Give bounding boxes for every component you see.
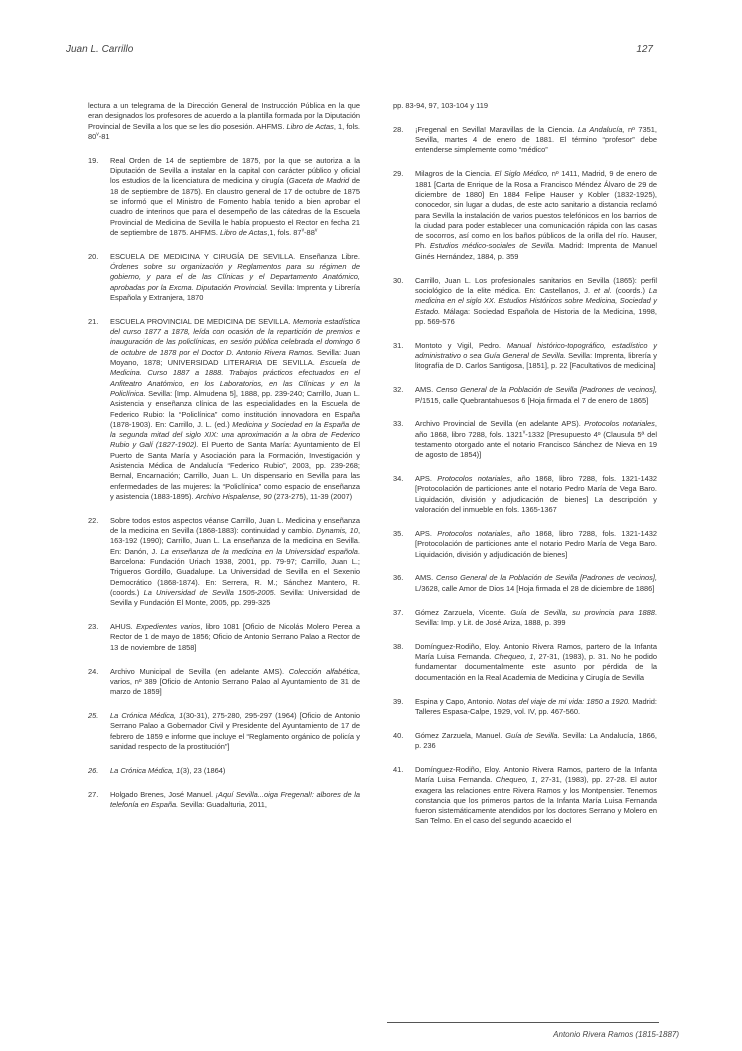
superscript-text: v <box>522 429 526 436</box>
italic-text: Guía de Sevilla <box>505 730 558 740</box>
footnote <box>88 252 360 303</box>
italic-text: Libro de Actas <box>286 121 334 131</box>
text-run: Sevilla: Juan Moyano, 1878; UNIVERSIDAD LITERARIA DE SEVILLA. <box>110 347 360 368</box>
footnote-text <box>88 101 360 141</box>
text-run: (coords.) <box>611 285 649 295</box>
italic-text: ¡Aquí Sevilla...oiga Fregenal!: albores de la telefonía en España. <box>110 789 360 809</box>
running-footer-title: Antonio Rivera Ramos (1815-1887) <box>553 1030 679 1039</box>
text-run: Real Orden de 14 de septiembre de 1875, por la que se autoriza a la Diputación de Sevilla a instalar en la capital con carácter público y oficial los estudios de la licenciatura de medicina y cirugía ( <box>110 155 360 186</box>
footnote-number: 38. <box>393 641 404 651</box>
footnote-number: 31. <box>393 340 404 350</box>
footnote <box>393 385 657 406</box>
italic-text: Estudios médico-sociales de Sevilla. <box>429 241 556 251</box>
superscript-text: v <box>314 227 318 234</box>
footnotes-left-column <box>88 101 360 824</box>
italic-text: Memoria estadística del curso 1877 a 1878, leída con ocasión de la repartición de premios e inauguración de las policlínicas, en sesión pública celebrada el domingo 6 de octubre de 1878 por el Doctor D. Antonio Rivera Ramos. <box>110 316 360 357</box>
footnote-text <box>415 169 657 260</box>
text-run: -88 <box>304 227 315 237</box>
superscript-text: v <box>301 227 305 234</box>
superscript-text: v <box>96 131 99 138</box>
footnote <box>88 711 360 752</box>
footnote-text <box>415 529 657 559</box>
text-run: Málaga: Sociedad Española de Historia de la Medicina, 1998, pp. 569-576 <box>415 306 657 326</box>
footnote <box>393 125 657 156</box>
footnote-number: 27. <box>88 789 99 799</box>
footnote-number: 23. <box>88 622 99 632</box>
footnote-number: 28. <box>393 124 404 134</box>
text-run: P/1515, calle Quebrantahuesos 6 [Hoja firmada el 7 de enero de 1865] <box>415 395 649 405</box>
footnote-text <box>415 608 657 627</box>
text-run: Holgado Brenes, José Manuel. <box>110 789 216 799</box>
footnote-number: 40. <box>393 730 404 740</box>
text-run: . Sevilla: Imp. y Lit. de José Ariza, 1888, p. 399 <box>415 607 657 627</box>
footnote <box>393 529 657 560</box>
text-run: L/3628, calle Amor de Dios 14 [Hoja firmada el 28 de diciembre de 1886] <box>415 583 655 593</box>
italic-text: et al. <box>593 285 612 295</box>
italic-text: La Universidad de Sevilla 1505-2005 <box>143 587 274 597</box>
text-run: , 1, fols. 80 <box>88 121 360 141</box>
footnote <box>393 765 657 827</box>
footnote-text <box>415 731 657 750</box>
text-run: Gómez Zarzuela, Manuel. <box>415 730 506 740</box>
text-run: Madrid: Imprenta de Manuel Ginés Hernández, 1884, p. 359 <box>415 241 657 261</box>
footnote <box>88 622 360 653</box>
footnote-number: 33. <box>393 419 404 429</box>
text-run: pp. 83-94, 97, 103-104 y 119 <box>393 101 488 110</box>
text-run: de 18 de septiembre de 1875). En claustro general de 17 de octubre de 1875 se informó que el Ministro de Fomento había tenido a bien aprobar el cuadro de interinos que para el desempeño de las cátedras de la Escuela Provincial de Medicina de Sevilla le había propuesto el Rector en fecha 21 de septiembre de 1875. AHFMS. <box>110 176 361 237</box>
italic-text: Protocolos notariales <box>437 528 511 538</box>
text-run: nº 1411, Madrid, 9 de enero de 1881 [Carta de Enrique de la Rosa a Francisco Méndez Álvaro de 29 de diciembre de 1880] En 1884 Felipe Hauser y Kobler (1832-1925), conocedor, sin lugar a dudas, de este acto sanitario a distancia reclamó para Sevilla la instalación de varios puestos telefónicos en los barrios de la ciudad para poder establecer una comunicación rápida con las casas de socorros, así como en los baños públicos de la orilla del río. Hauser, Ph. <box>415 169 657 251</box>
footnote-number: 36. <box>393 573 404 583</box>
italic-text: Manual histórico-topográfico, estadístico y administrativo o sea Guía General de Sevilla. <box>415 340 657 361</box>
footnote <box>88 317 360 502</box>
italic-text: La medicina en el siglo XX. Estudios Históricos sobre Medicina, Sociedad y Estado. <box>415 285 658 316</box>
footnotes-right-column <box>393 101 657 840</box>
footnote-number: 32. <box>393 385 404 395</box>
text-run: . Sevilla: La Andalucía, 1866, p. 236 <box>415 730 657 751</box>
italic-text: La Crónica Médica, 1 <box>110 765 181 775</box>
text-run: lectura a un telegrama de la Dirección General de Instrucción Pública en la que eran designados los profesores de acuerdo a la plantilla formada por la Diputación Provincial de Sevilla a los que se les dio posesión. AHFMS. <box>88 101 360 131</box>
text-run: Domínguez-Rodiño, Eloy. Antonio Rivera Ramos, partero de la Infanta María Luisa Fernanda. <box>415 641 657 662</box>
italic-text: La enseñanza de la medicina en la Universidad española <box>160 546 358 556</box>
footer-rule <box>387 1022 659 1023</box>
text-run: (30-31), 275-280, 295-297 (1964) [Oficio de Antonio Serrano Palao a Gobernador Civil y Presidente del Ayuntamiento de 17 de febrero de 1859 e informe que incluye el “Reglamento orgánico de policía y sanidad respecto de la prostitución”] <box>110 711 360 751</box>
text-run: APS. <box>415 474 438 484</box>
footnote <box>88 766 360 776</box>
italic-text: Dynamis, 10 <box>316 526 358 536</box>
italic-text: Protocolos notariales <box>584 419 655 429</box>
footnote-text <box>415 125 657 155</box>
text-run: Sevilla: Imprenta y Librería Española y Extranjera, 1870 <box>110 282 360 302</box>
text-run: , varios, nº 389 [Oficio de Antonio Serrano Palao al Ayuntamiento de 31 de marzo de 1859] <box>110 666 360 697</box>
footnote <box>393 642 657 683</box>
footnote-number: 24. <box>88 666 99 676</box>
text-run: Madrid: Talleres Espasa-Calpe, 1929, vol. IV, pp. 467-560. <box>415 696 658 716</box>
footnote-number: 25. <box>88 711 99 720</box>
footnote-number: 39. <box>393 696 404 706</box>
italic-text: Escuela de Medicina. Curso 1887 a 1888. Trabajos prácticos efectuados en el Anfiteatro Anatómico, en los Laboratorios, en las Clínicas y en la Policlínica <box>110 358 360 398</box>
footnote-number: 41. <box>393 764 404 774</box>
footnote-text <box>415 573 657 592</box>
text-run: , año 1868, libro 7288, fols. 1321 <box>415 419 657 439</box>
footnote-text <box>110 317 360 501</box>
text-run: ¡Fregenal en Sevilla! Maravillas de la Ciencia. <box>415 124 578 134</box>
italic-text: La Crónica Médica, 1 <box>110 711 184 720</box>
italic-text: Chequeo, 1 <box>495 775 536 785</box>
text-run: , 163-192 (1990); Carrillo, Juan L. La enseñanza de la medicina en Sevilla. En: Danón, J. <box>110 526 361 556</box>
text-run: APS. <box>415 528 438 538</box>
footnote-text <box>393 101 488 110</box>
text-run: Montoto y Vigil, Pedro. <box>415 340 507 350</box>
text-run: Gómez Zarzuela, Vicente. <box>415 607 511 617</box>
text-run: Sobre todos estos aspectos véanse Carrillo, Juan L. Medicina y enseñanza de la medicina en Sevilla (1868-1883): continuidad y cambio. <box>110 515 360 536</box>
italic-text: Censo General de la Población de Sevilla [Padrones de vecinos], <box>435 385 658 395</box>
footnote-text <box>415 419 657 459</box>
italic-text: Órdenes sobre su organización y Reglamentos para su régimen de gobierno, y para el de las Clínicas y el Departamento Anatómico, aprobadas por la Excma. Diputación Provincial. <box>110 262 360 292</box>
text-run: Archivo Municipal de Sevilla (en adelante AMS). <box>110 666 289 676</box>
page-number: 127 <box>636 44 653 55</box>
footnote-text <box>110 711 360 751</box>
italic-text: El Siglo Médico, <box>494 169 550 179</box>
footnote <box>393 697 657 718</box>
footnote-number: 30. <box>393 275 404 285</box>
italic-text: Notas del viaje de mi vida: 1850 a 1920. <box>496 696 631 706</box>
text-run: Sevilla: Imprenta, librería y litografía de D. Carlos Santigosa, [1851], p. 22 [Facultativos de medicina] <box>415 351 657 371</box>
text-run: , año 1868, libro 7288, fols. 1321-1432 [Protocolación de particiones ante el notario Pedro María de Vega Baro. Liquidación, división y adjudicación de bienes] La descripción y valoración del inmueble en fols. 1365-1367 <box>415 474 657 515</box>
footnote <box>393 608 657 629</box>
text-run: , 27-31, (1983), p. 31. No he podido fundamentar documentalmente este asunto por pérdida de la documentación en la Real Academia de Medicina y Cirugía de Sevilla <box>415 652 657 682</box>
text-run: Carrillo, Juan L. Los profesionales sanitarios en Sevilla (1865): perfil sociológico de la elite médica. En: Castellanos, J. <box>415 275 657 295</box>
text-run: Sevilla: Guadalturia, 2011, <box>178 799 267 809</box>
footnote-text <box>110 516 360 607</box>
footnote <box>393 276 657 327</box>
footnote <box>88 667 360 698</box>
footnote <box>393 419 657 460</box>
italic-text: Guía de Sevilla, su provincia para 1888 <box>510 607 655 617</box>
text-run: . Sevilla: [Imp. Almudena 5], 1888, pp. 239-240; Carrillo, Juan L. Asistencia y enseñanza clínica de las especialidades en la Escuela de Federico Rubio: la “Policlínica” como institución innovadora en España (1878-1903). En: Carrillo, J. L. (ed.) <box>110 388 360 429</box>
footnote-continuation <box>88 101 360 142</box>
footnote-text <box>415 341 657 371</box>
footnote-text <box>110 790 360 809</box>
italic-text: Archivo Hispalense, 90 <box>195 491 272 501</box>
italic-text: Chequeo, 1 <box>494 652 534 662</box>
italic-text: Censo General de la Población de Sevilla [Padrones de vecinos], <box>435 573 658 583</box>
italic-text: Libro de Actas <box>219 227 268 237</box>
footnote-number: 22. <box>88 515 99 525</box>
footnote-text <box>415 642 657 682</box>
text-run: nº 7351, Sevilla, martes 4 de enero de 1881. El término “profesor” debe entenderse simplemente como “médico” <box>415 124 657 155</box>
text-run: , libro 1081 [Oficio de Nicolás Molero Perea a Rector de 1 de mayo de 1856; Oficio de Antonio Serrano Palao a Rector de 13 de noviembre de 1858] <box>110 622 361 652</box>
text-run: , 27-31, (1983), pp. 27-28. El autor exagera las relaciones entre Rivera Ramos y los Montpensier. Tenemos constancia que los primeros partos de la Infanta María Luisa Fernanda fueron sistemáticamente atendidos por los doctores Serrano y Molero en San Telmo. En el caso del segundo acaecido el <box>415 775 657 826</box>
italic-text: Protocolos notariales <box>437 474 511 484</box>
footnote-text <box>110 667 360 697</box>
footnote-text <box>110 156 360 237</box>
text-run: . Sevilla: Universidad de Sevilla y Fundación El Monte, 2005, pp. 299-325 <box>110 587 360 608</box>
footnote-text <box>110 252 360 302</box>
footnote-text <box>110 766 225 775</box>
text-run: AHUS. <box>110 622 137 632</box>
text-run: AMS. <box>415 573 436 583</box>
footnote-number: 35. <box>393 528 404 538</box>
text-run: Archivo Provincial de Sevilla (en adelante APS). <box>415 419 585 429</box>
footnote-text <box>415 385 657 404</box>
footnote-continuation <box>393 101 657 111</box>
text-run: Espina y Capo, Antonio. <box>415 696 497 706</box>
footnote-number: 26. <box>88 765 99 775</box>
italic-text: Gaceta de Madrid <box>288 176 350 186</box>
text-run: . Barcelona: Fundación Uriach 1938, 2001, pp. 79-97; Carrillo, Juan L.; Trigueros Gordillo, Guadalupe. La Universidad de Sevilla en el Sexenio Democrático (1868-1874). En: Serrera, R. M.; Sánchez Mantero, R. (coords.) <box>110 546 360 597</box>
footnote <box>393 474 657 515</box>
footnote <box>393 573 657 594</box>
italic-text: Expedientes varios <box>136 622 201 632</box>
footnote <box>88 156 360 238</box>
italic-text: La Andalucía, <box>577 124 625 134</box>
text-run: (3), 23 (1864) <box>180 765 226 775</box>
running-header-author: Juan L. Carrillo <box>66 44 134 55</box>
text-run: AMS. <box>415 385 436 395</box>
italic-text: Medicina y Sociedad en la España de la segunda mitad del siglo XIX: una aproximación a la obra de Federico Rubio y Galí (1827-1902). <box>110 419 360 450</box>
text-run: ESCUELA DE MEDICINA Y CIRUGÍA DE SEVILLA. Enseñanza Libre. <box>110 251 360 261</box>
footnote <box>88 790 360 811</box>
footnote-number: 37. <box>393 607 404 617</box>
text-run: -81 <box>98 131 110 141</box>
footnote <box>393 341 657 372</box>
footnote-number: 29. <box>393 169 404 179</box>
text-run: (273-275), 11-39 (2007) <box>271 491 353 501</box>
footnote <box>393 731 657 752</box>
footnote-text <box>415 474 657 514</box>
footnote-text <box>415 276 657 326</box>
text-run: ,1, fols. 87 <box>267 227 302 237</box>
text-run: ESCUELA PROVINCIAL DE MEDICINA DE SEVILLA. <box>110 316 293 326</box>
text-run: Domínguez-Rodiño, Eloy. Antonio Rivera Ramos, partero de la Infanta María Luisa Fernanda. <box>415 764 657 785</box>
text-run: El Puerto de Santa María: Ayuntamiento de El Puerto de Santa María y Asociación para la Formación, Investigación y Asistencia Médica de Andalucía “Federico Rubio”, 2003, pp. 239-268; Bernal, Encarnación; Carrillo, Juan L. Un dispensario en Sevilla para las enfermedades de las mujeres: la “Policlínica” como espacio de enseñanza y asistencia (1883-1895). <box>110 440 360 501</box>
footnote-text <box>415 697 657 716</box>
text-run: , año 1868, libro 7288, fols. 1321-1432 [Protocolación de particiones ante el notario Pedro María de Vega Baro. Liquidación, división y adjudicación de bienes] <box>415 528 657 559</box>
footnote-number: 21. <box>88 316 99 326</box>
italic-text: Colección alfabética <box>288 666 358 676</box>
footnote-text <box>110 622 360 652</box>
footnote-number: 34. <box>393 474 404 484</box>
footnote <box>393 169 657 262</box>
footnote <box>88 516 360 609</box>
footnote-number: 19. <box>88 155 99 165</box>
footnote-number: 20. <box>88 251 99 261</box>
text-run: Milagros de la Ciencia. <box>415 169 495 179</box>
footnote-text <box>415 765 657 825</box>
text-run: -1332 [Presupuesto 4º (Clausula 5ª del testamento otorgado ante el notario Francisco Sánchez de Nieva en 19 de agosto de 1854)] <box>415 429 657 460</box>
